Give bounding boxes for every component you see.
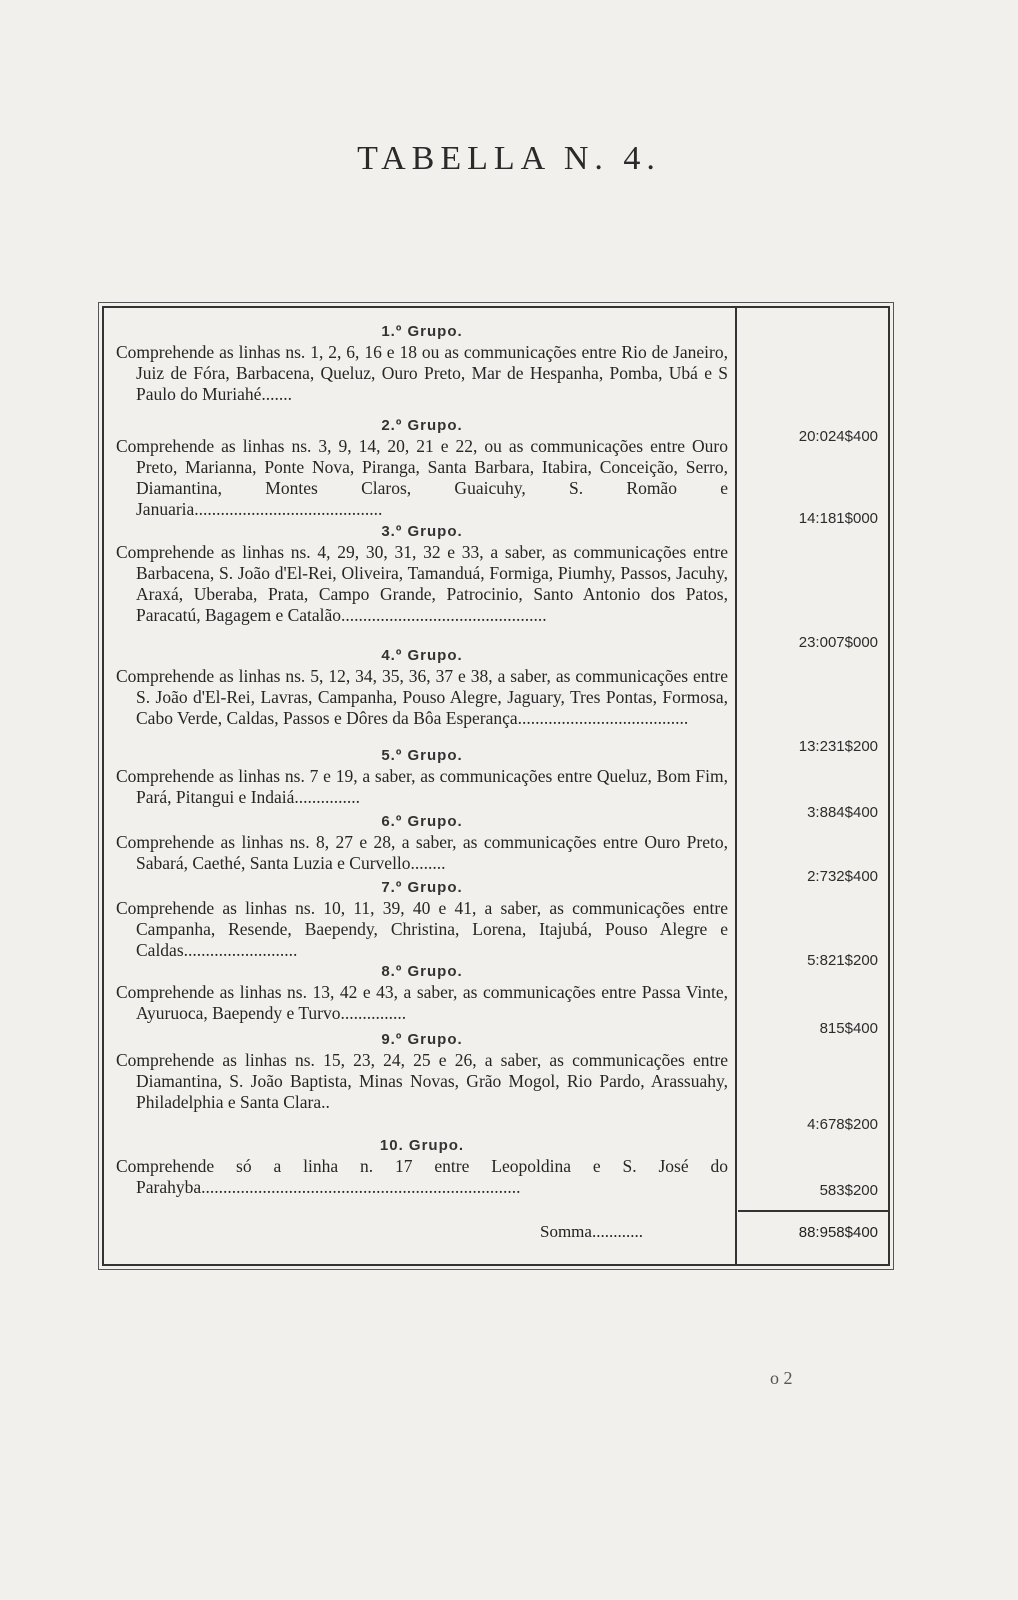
group-description: Comprehende as linhas ns. 4, 29, 30, 31, 32 e 33, a saber, as communicações entre Barbacena, S. João d'El-Rei, Oliveira, Tamanduá, Formiga, Piumhy, Passos, Jacuhy, Araxá, Uberaba, Prata, Campo Grande, Patrocinio, Santo Antonio dos Patos, Paracatú, Bagagem e Catalão............................................... (116, 542, 728, 625)
group-2 (116, 416, 728, 520)
group-heading: 9.º Grupo. (381, 1031, 463, 1048)
group-description: Comprehende as linhas ns. 3, 9, 14, 20, 21 e 22, ou as communicações entre Ouro Preto, Marianna, Ponte Nova, Piranga, Santa Barbara, Itabira, Conceição, Serro, Diamantina, Montes Claros, Guaicuhy, S. Romão e Januaria........................................... (116, 436, 728, 519)
group-description: Comprehende as linhas ns. 13, 42 e 43, a saber, as communicações entre Passa Vinte, Ayuruoca, Baependy e Turvo............... (116, 982, 728, 1023)
somma-label: Somma............ (540, 1222, 643, 1241)
sum-rule (738, 1210, 888, 1212)
group-description: Comprehende as linhas ns. 8, 27 e 28, a saber, as communicações entre Ouro Preto, Sabará, Caethé, Santa Luzia e Curvello........ (116, 832, 728, 873)
group-heading: 7.º Grupo. (381, 879, 463, 896)
group-amount: 3:884$400 (807, 804, 878, 821)
group-amount: 23:007$000 (798, 634, 878, 651)
group-heading: 8.º Grupo. (381, 963, 463, 980)
group-heading: 3.º Grupo. (381, 523, 463, 540)
group-heading: 10. Grupo. (379, 1137, 465, 1154)
group-description: Comprehende as linhas ns. 7 e 19, a saber, as communicações entre Queluz, Bom Fim, Pará, Pitangui e Indaiá............... (116, 766, 728, 807)
group-heading: 1.º Grupo. (381, 323, 463, 340)
group-4 (116, 646, 728, 729)
page-title: TABELLA N. 4. (357, 140, 661, 177)
group-amount: 20:024$400 (798, 428, 878, 445)
group-amount: 13:231$200 (798, 738, 878, 755)
group-heading: 2.º Grupo. (381, 417, 463, 434)
group-amount: 14:181$000 (798, 510, 878, 527)
group-amount: 5:821$200 (807, 952, 878, 969)
group-amount: 583$200 (819, 1182, 878, 1199)
group-heading: 6.º Grupo. (381, 813, 463, 830)
group-amount: 2:732$400 (807, 868, 878, 885)
group-10 (116, 1136, 728, 1198)
group-6 (116, 812, 728, 874)
group-description: Comprehende as linhas ns. 5, 12, 34, 35, 36, 37 e 38, a saber, as communicações entre S. João d'El-Rei, Lavras, Campanha, Pouso Alegre, Jaguary, Tres Pontas, Formosa, Cabo Verde, Caldas, Passos e Dôres da Bôa Esperança....................................... (116, 666, 728, 728)
amount-column-divider (735, 306, 737, 1266)
group-description: Comprehende as linhas ns. 10, 11, 39, 40 e 41, a saber, as communicações entre Campanha, Resende, Baependy, Christina, Lorena, Itajubá, Pouso Alegre e Caldas.......................... (116, 898, 728, 960)
group-description: Comprehende só a linha n. 17 entre Leopoldina e S. José do Parahyba......................................................................... (116, 1156, 728, 1197)
group-9 (116, 1030, 728, 1113)
somma-amount: 88:958$400 (798, 1224, 878, 1241)
group-8 (116, 962, 728, 1024)
group-amount: 4:678$200 (807, 1116, 878, 1133)
group-7 (116, 878, 728, 961)
group-description: Comprehende as linhas ns. 15, 23, 24, 25 e 26, a saber, as communicações entre Diamantina, S. João Baptista, Minas Novas, Grão Mogol, Rio Pardo, Arassuahy, Philadelphia e Santa Clara.. (116, 1050, 728, 1112)
group-amount: 815$400 (819, 1020, 878, 1037)
group-heading: 5.º Grupo. (381, 747, 463, 764)
page-number: o 2 (770, 1368, 793, 1388)
group-1 (116, 322, 728, 405)
group-heading: 4.º Grupo. (381, 647, 463, 664)
group-description: Comprehende as linhas ns. 1, 2, 6, 16 e 18 ou as communicações entre Rio de Janeiro, Juiz de Fóra, Barbacena, Queluz, Ouro Preto, Mar de Hespanha, Pomba, Ubá e S Paulo do Muriahé....... (116, 342, 728, 404)
group-3 (116, 522, 728, 626)
group-5 (116, 746, 728, 808)
